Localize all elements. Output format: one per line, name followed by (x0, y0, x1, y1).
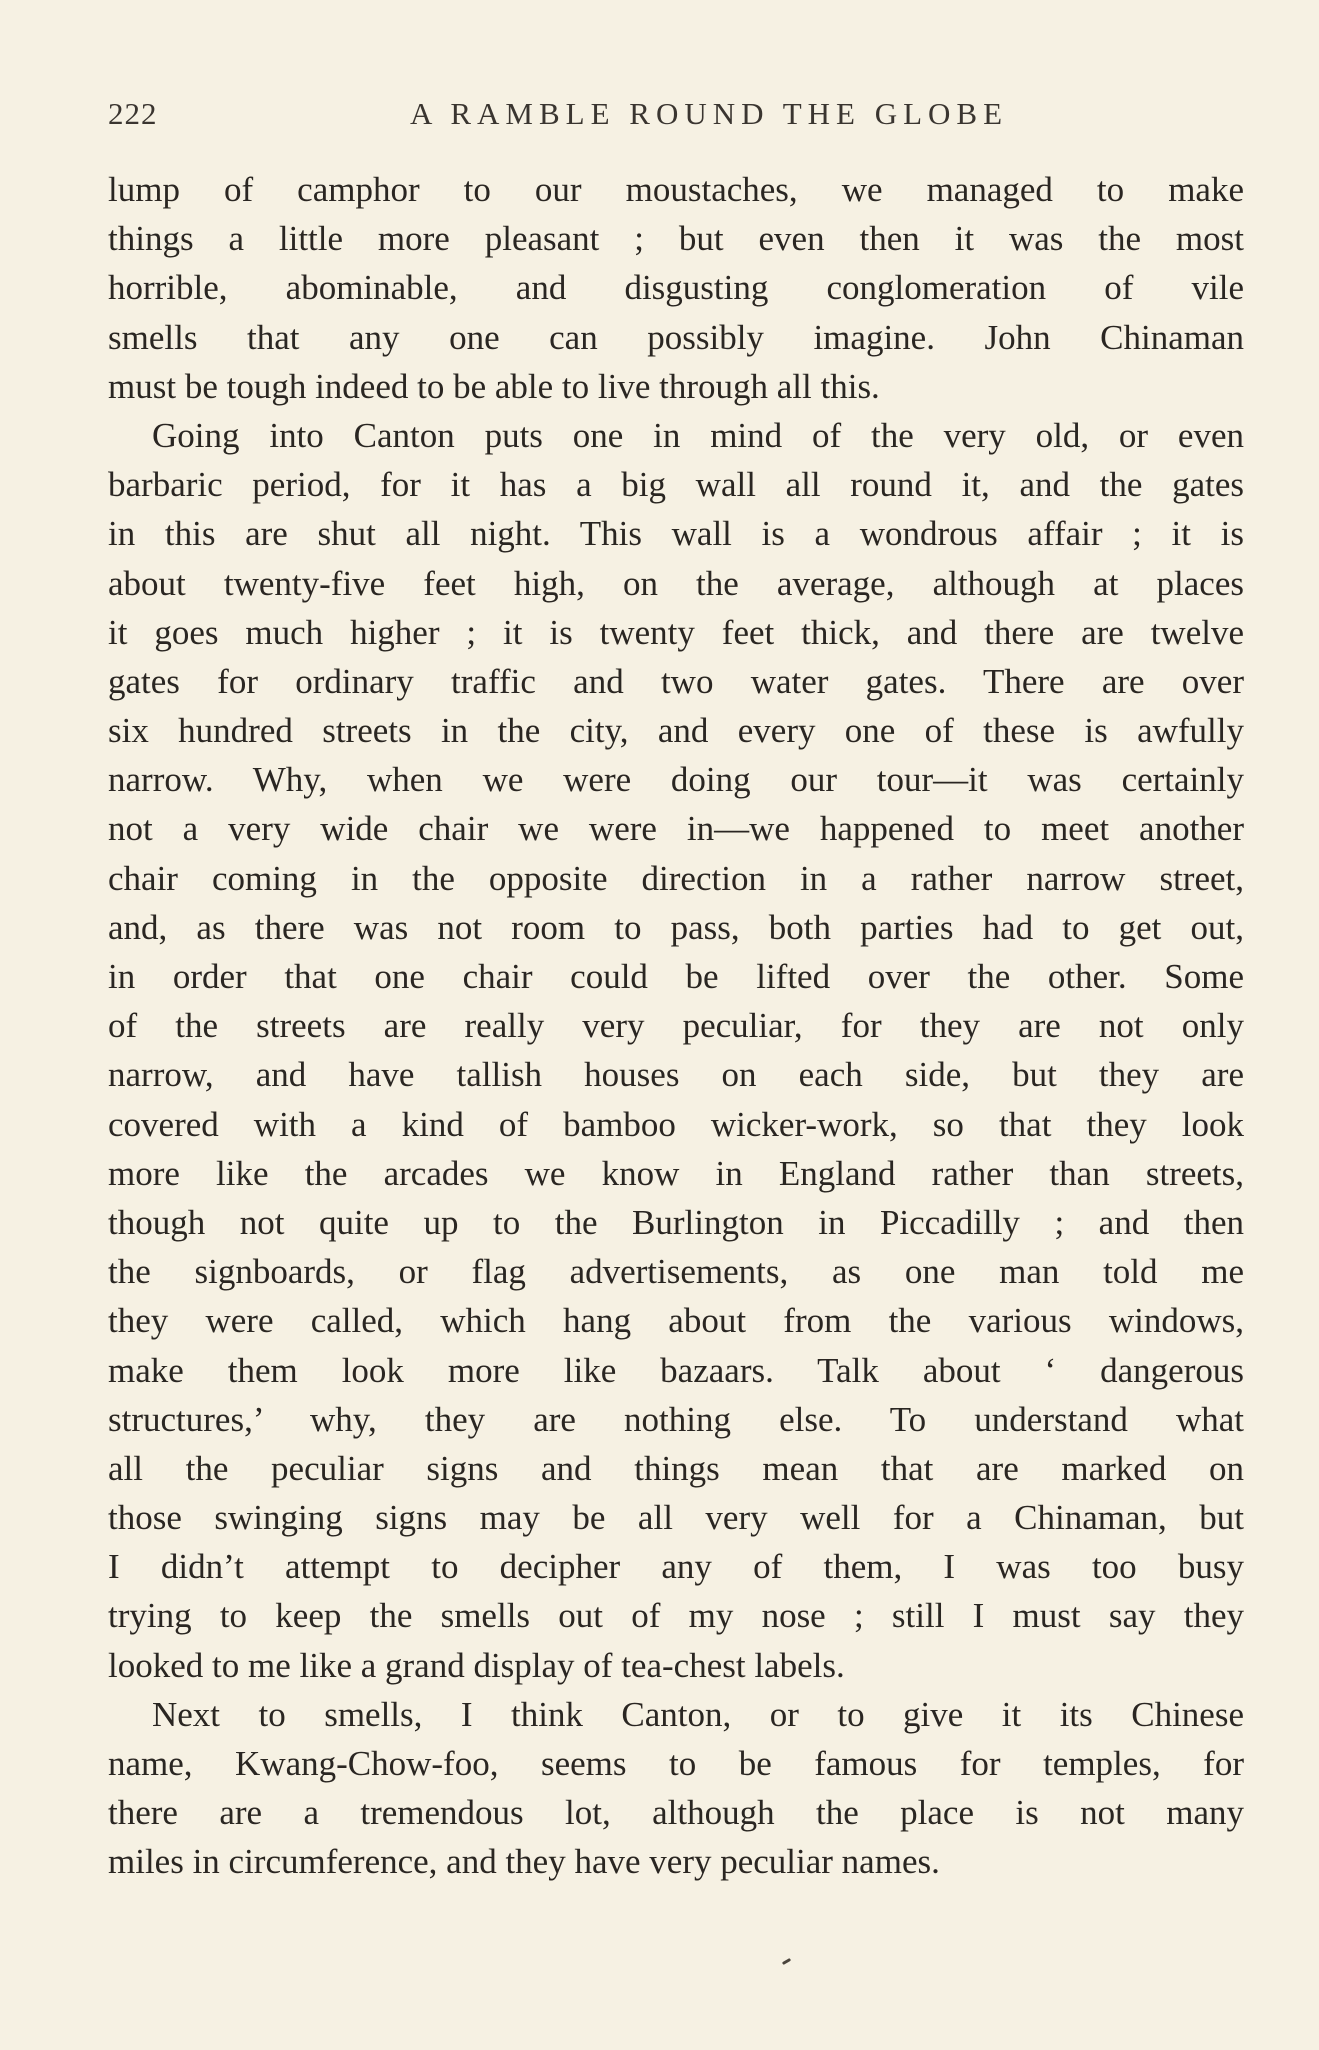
text-line: and, as there was not room to pass, both parties had to get out, (108, 907, 1244, 947)
text-line: it goes much higher ; it is twenty feet thick, and there are twelve (108, 612, 1244, 652)
text-line: structures,’ why, they are nothing else. To understand what (108, 1399, 1244, 1439)
text-line: Going into Canton puts one in mind of the very old, or even (152, 415, 1244, 455)
text-line: barbaric period, for it has a big wall all round it, and the gates (108, 465, 1244, 505)
text-line: narrow, and have tallish houses on each side, but they are (108, 1055, 1244, 1095)
text-line: things a little more pleasant ; but even then it was the most (108, 219, 1244, 259)
paragraph (108, 165, 1244, 411)
text-line: trying to keep the smells out of my nose ; still I must say they (108, 1596, 1244, 1636)
text-line: in order that one chair could be lifted over the other. Some (108, 957, 1244, 996)
text-line: Next to smells, I think Canton, or to give it its Chinese (152, 1694, 1244, 1734)
page-number: 222 (108, 96, 158, 131)
ink-speck (782, 1958, 791, 1965)
text-line: lump of camphor to our moustaches, we managed to make (108, 170, 1244, 209)
text-line: horrible, abominable, and disgusting conglomeration of vile (108, 268, 1244, 308)
text-line: chair coming in the opposite direction in a rather narrow street, (108, 858, 1244, 898)
text-line: they were called, which hang about from the various windows, (108, 1301, 1244, 1341)
running-title: A RAMBLE ROUND THE GLOBE (409, 96, 1009, 131)
text-line: in this are shut all night. This wall is a wondrous affair ; it is (108, 514, 1244, 554)
text-line: all the peculiar signs and things mean that are marked on (108, 1448, 1244, 1488)
text-line: more like the arcades we know in England rather than streets, (108, 1153, 1244, 1193)
text-line: looked to me like a grand display of tea-chest labels. (108, 1645, 845, 1685)
paragraph (108, 1690, 1244, 1887)
text-line: about twenty-five feet high, on the average, although at places (108, 563, 1244, 603)
text-line: six hundred streets in the city, and every one of these is awfully (108, 711, 1244, 751)
text-line: I didn’t attempt to decipher any of them, I was too busy (108, 1547, 1244, 1587)
running-head (108, 96, 1250, 146)
text-line: must be tough indeed to be able to live through all this. (108, 366, 880, 406)
text-line: miles in circumference, and they have very peculiar names. (108, 1842, 940, 1882)
text-line: the signboards, or flag advertisements, as one man told me (108, 1252, 1244, 1292)
text-line: covered with a kind of bamboo wicker-work, so that they look (108, 1104, 1244, 1144)
text-line: name, Kwang-Chow-foo, seems to be famous for temples, for (108, 1744, 1244, 1783)
text-line: make them look more like bazaars. Talk about ‘ dangerous (108, 1350, 1244, 1390)
paragraph (108, 411, 1244, 1690)
text-line: smells that any one can possibly imagine. John Chinaman (108, 317, 1244, 357)
text-line: narrow. Why, when we were doing our tour—it was certainly (108, 760, 1244, 800)
text-line: gates for ordinary traffic and two water gates. There are over (108, 661, 1244, 701)
body-text (108, 165, 1244, 1887)
text-line: those swinging signs may be all very well for a Chinaman, but (108, 1498, 1244, 1538)
text-line: of the streets are really very peculiar, for they are not only (108, 1006, 1244, 1046)
text-line: though not quite up to the Burlington in Piccadilly ; and then (108, 1202, 1244, 1242)
text-line: not a very wide chair we were in—we happened to meet another (108, 809, 1244, 849)
text-line: there are a tremendous lot, although the place is not many (108, 1793, 1244, 1833)
